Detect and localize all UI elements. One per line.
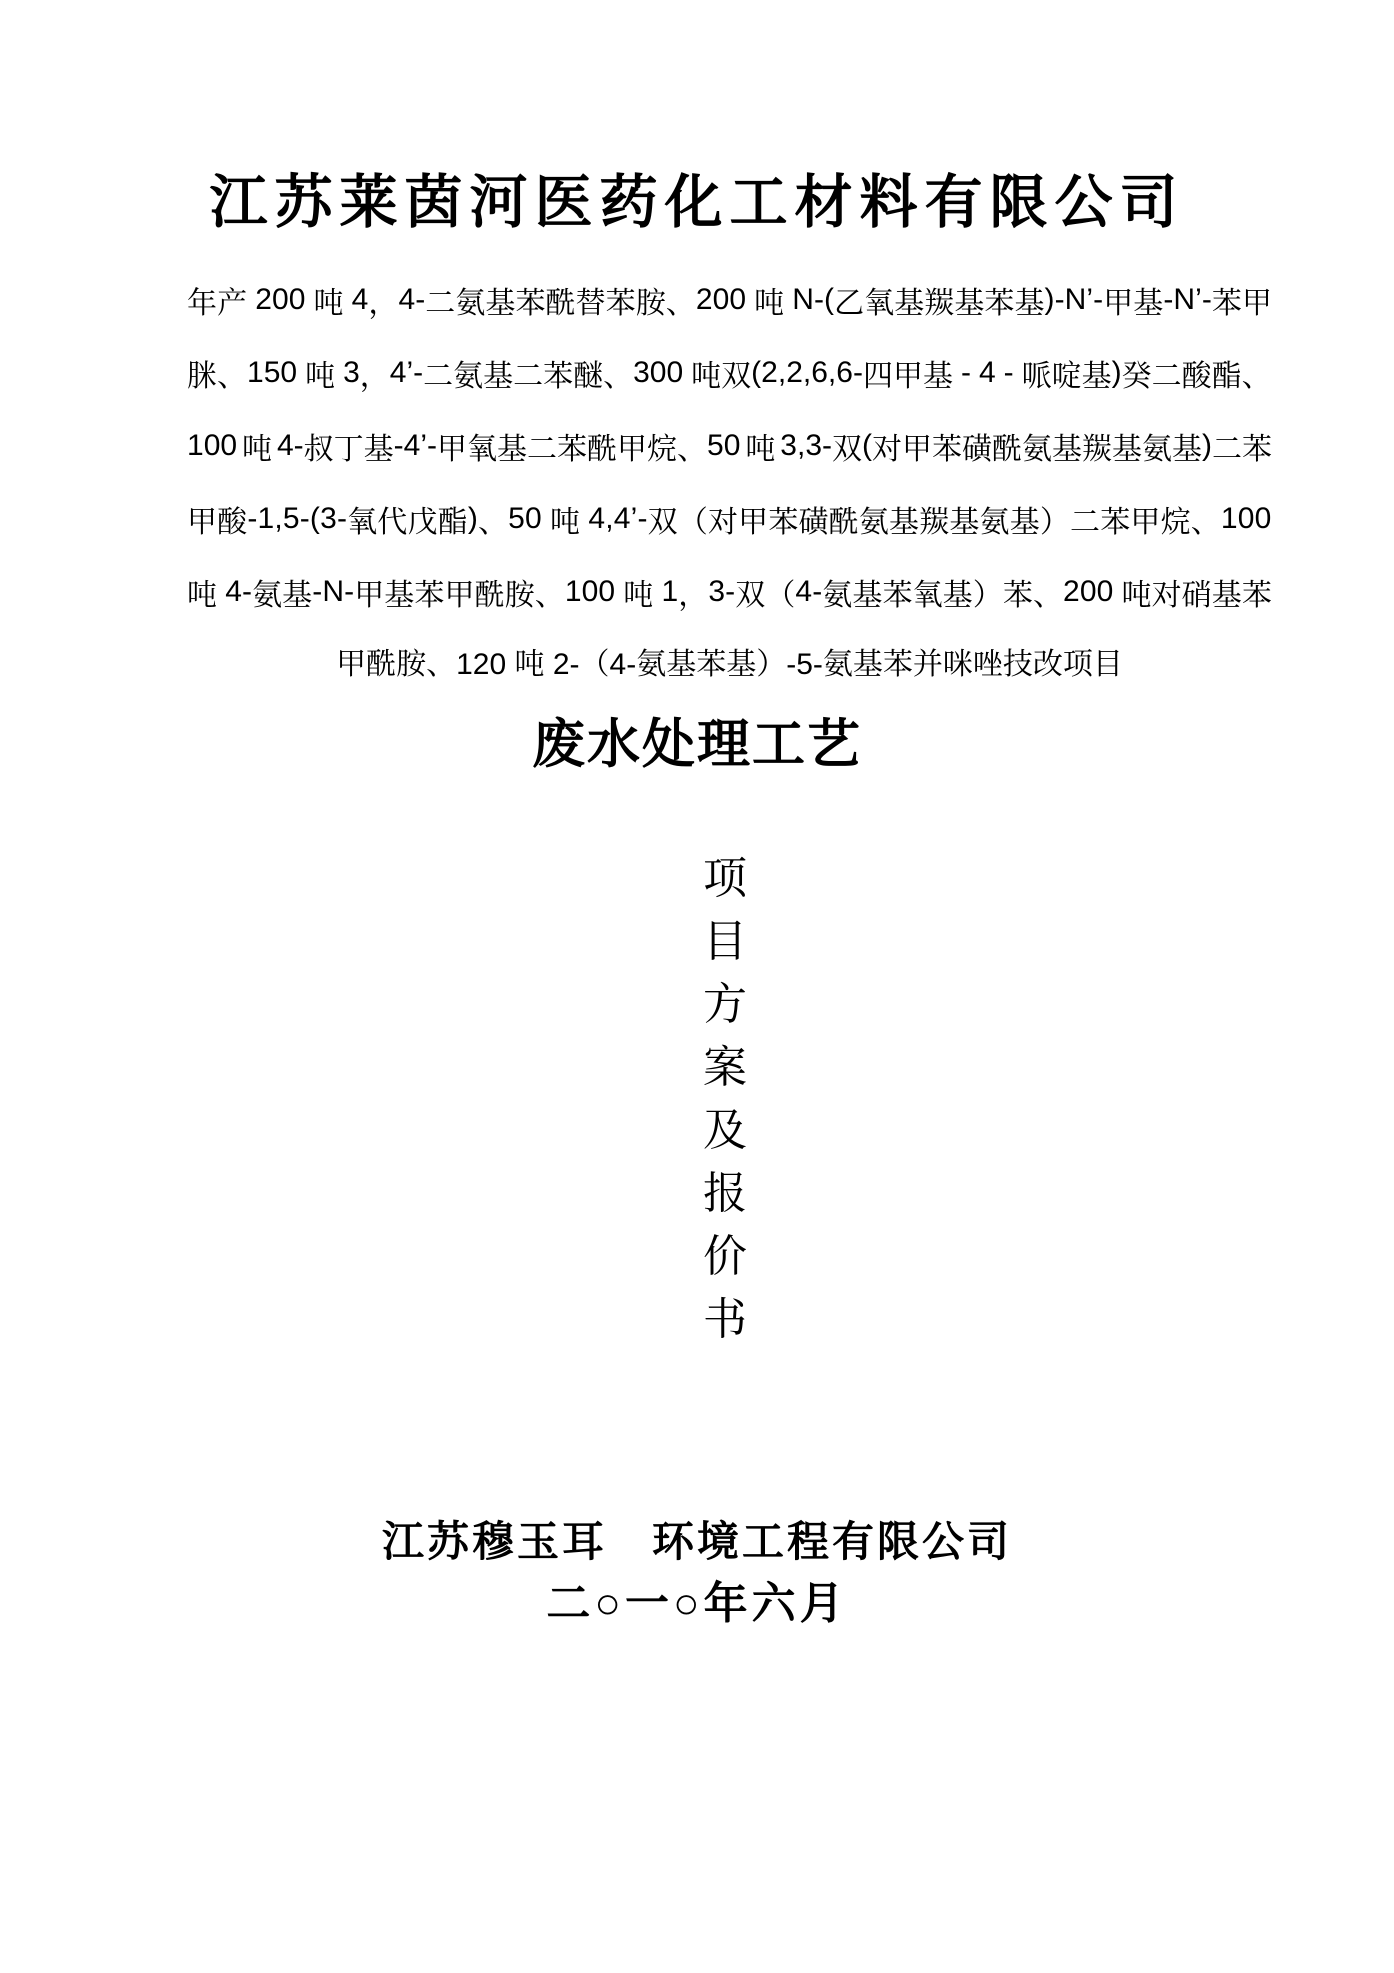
intro-line: 吨 4 - 氨 基 - N - 甲 基 苯 甲 酰 胺 、 1 0 0 吨 1 ， 3 - 双 （ 4 - 氨 基 苯 氧 基 ） 苯 、 2 0 0 吨 对 硝 基 苯 xyxy=(187,574,1272,612)
company-name: 江苏穆玉耳 环境工程有限公司 xyxy=(381,1518,1012,1565)
intro-paragraph xyxy=(187,263,1272,701)
vertical-title-char: 目 xyxy=(703,917,747,966)
document-date: 二○一○年六月 xyxy=(546,1579,848,1628)
vertical-title-char: 报 xyxy=(703,1169,747,1218)
vertical-title-char: 项 xyxy=(703,854,747,903)
page-title: 江苏莱茵河医药化工材料有限公司 xyxy=(209,170,1185,235)
intro-line: 甲 酸 - 1 , 5 - ( 3 - 氧 代 戊 酯 ) 、 5 0 吨 4 , 4 ’ - 双 （ 对 甲 苯 磺 酰 氨 基 羰 基 氨 基 ） 二 苯 甲 烷 、 1 0 0 xyxy=(187,501,1272,539)
vertical-title-char: 书 xyxy=(703,1295,747,1344)
vertical-title-char: 价 xyxy=(703,1232,747,1281)
intro-line: 甲酰胺、120 吨 2-（4-氨基苯基）-5-氨基苯并咪唑技改项目 xyxy=(336,648,1123,681)
intro-line: 年 产 2 0 0 吨 4 ， 4 - 二 氨 基 苯 酰 替 苯 胺 、 2 0 0 吨 N - ( 乙 氧 基 羰 基 苯 基 ) - N ’ - 甲 基 - N ’ - 苯 甲 xyxy=(187,282,1272,320)
vertical-title-char: 方 xyxy=(703,980,747,1029)
subtitle: 废水处理工艺 xyxy=(532,715,862,774)
vertical-title-char: 案 xyxy=(703,1043,747,1092)
vertical-title-char: 及 xyxy=(703,1106,747,1155)
vertical-title xyxy=(702,847,748,1351)
intro-line: 脒 、 1 5 0 吨 3 ， 4 ’ - 二 氨 基 二 苯 醚 、 3 0 0 吨 双 ( 2 , 2 , 6 , 6 - 四 甲 基 - 4 - 哌 啶 基 ) 癸 二 酸 酯 、 xyxy=(187,355,1272,393)
intro-line: 1 0 0 吨 4 - 叔 丁 基 - 4 ’ - 甲 氧 基 二 苯 酰 甲 烷 、 5 0 吨 3 , 3 - 双 ( 对 甲 苯 磺 酰 氨 基 羰 基 氨 基 ) 二 苯 xyxy=(187,428,1273,466)
